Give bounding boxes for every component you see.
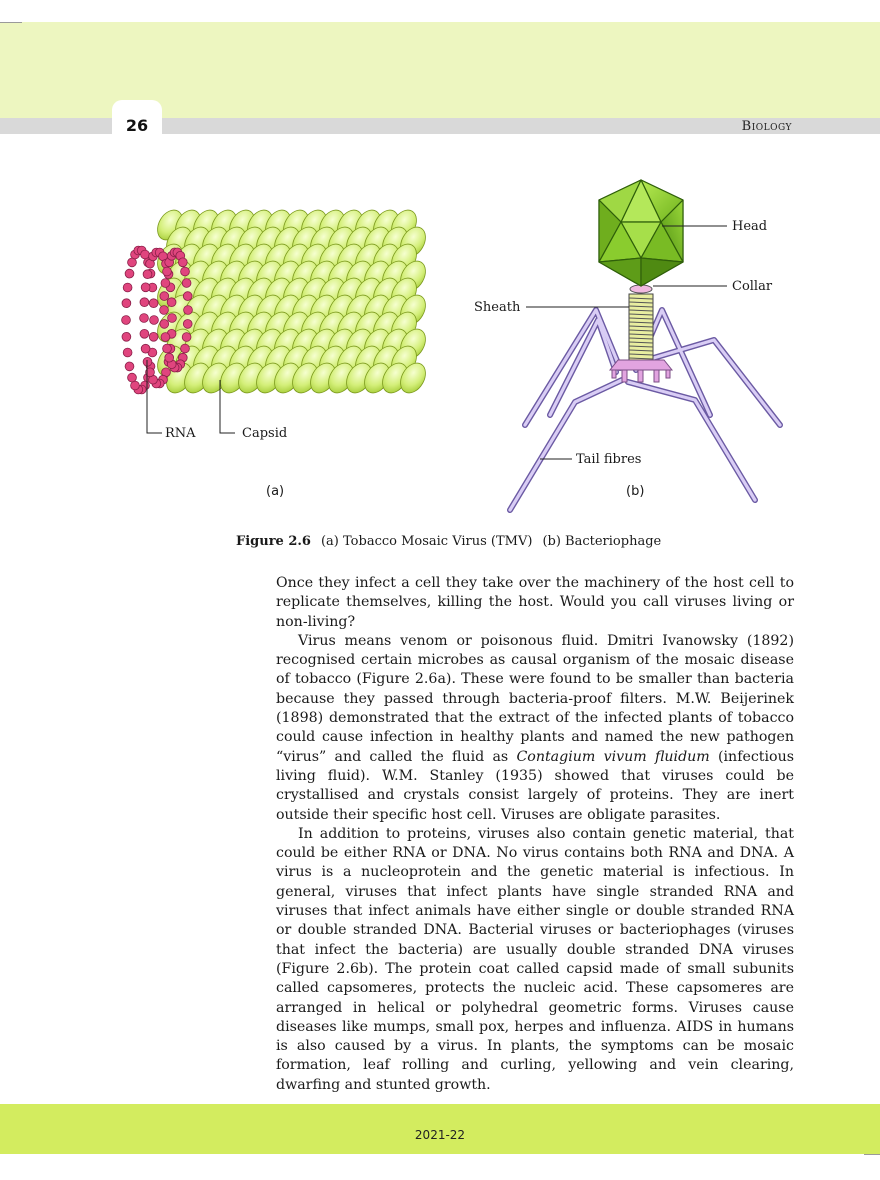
rna-bead xyxy=(128,373,137,382)
rna-bead xyxy=(165,353,174,362)
rna-bead xyxy=(125,269,134,278)
label-rna: RNA xyxy=(165,426,196,441)
rna-bead xyxy=(150,316,159,325)
crop-mark xyxy=(0,22,22,23)
tail-sheath xyxy=(629,294,653,364)
rna-bead xyxy=(161,279,170,288)
rna-bead xyxy=(181,267,190,276)
rna-bead xyxy=(141,344,150,353)
panel-b-tag: (b) xyxy=(626,484,645,499)
label-tail-fibres: Tail fibres xyxy=(576,452,642,467)
rna-bead xyxy=(163,344,172,353)
rna-bead xyxy=(178,258,187,267)
rna-bead xyxy=(122,316,131,325)
rna-bead xyxy=(122,332,131,341)
rna-bead xyxy=(141,250,150,259)
rna-bead xyxy=(149,299,158,308)
caption-a: (a) Tobacco Mosaic Virus (TMV) xyxy=(320,534,533,549)
paragraph-2-text-a: Virus means venom or poisonous fluid. Dmitri Ivanowsky (1892) recognised certain microbes as causal organism of the mosaic disease of tobacco (Figure 2.6a). These were found to be smaller than bacteria because they passed through bacteria-proof filters. M.W. Beijerinek (1898) demonstrated that the extract of the infected plants of tobacco could cause infection in healthy plants and named the new pathogen “virus” and called the fluid as xyxy=(276,632,794,765)
rna-bead xyxy=(168,314,177,323)
label-collar: Collar xyxy=(732,279,773,294)
rna-bead xyxy=(184,306,193,315)
paragraph-3: In addition to proteins, viruses also contain genetic material, that could be either RNA or DNA. No virus contains both RNA and DNA. A virus is a nucleoprotein and the genetic material is infectious. In general, viruses that infect plants have single stranded RNA and viruses that infect animals have either single or double stranded RNA or double stranded DNA. Bacterial viruses or bacteriophages (viruses that infect the bacteria) are usually double stranded DNA viruses (Figure 2.6b). The protein coat called capsid made of small subunits called capsomeres, protects the nucleic acid. These capsomeres are arranged in helical or polyhedral geometric forms. Viruses cause diseases like mumps, small pox, herpes and influenza. AIDS in humans is also caused by a virus. In plants, the symptoms can be mosaic formation, leaf rolling and curling, yellowing and vein clearing, dwarfing and stunted growth. xyxy=(276,825,794,1093)
rna-bead xyxy=(163,267,172,276)
tmv-illustration xyxy=(122,206,431,398)
rna-bead xyxy=(123,283,132,292)
paragraph-1: Once they infect a cell they take over the machinery of the host cell to replicate themselves, killing the host. Would you call viruses living or non-living? xyxy=(276,575,794,630)
paragraph-2-text-b: (infectious living fluid). W.M. Stanley (1935) showed that viruses could be crystallised and crystals consist largely of proteins. They are inert outside their specific host cell. Viruses are obligate parasites. xyxy=(276,748,794,823)
phage-head xyxy=(599,180,683,286)
figure-label: Figure 2.6 xyxy=(236,534,311,549)
rna-bead xyxy=(131,381,140,390)
rna-bead xyxy=(160,292,169,301)
rna-bead xyxy=(141,283,150,292)
rna-bead xyxy=(182,279,191,288)
label-head: Head xyxy=(732,219,768,234)
figure-caption xyxy=(236,534,661,549)
rna-bead xyxy=(149,332,158,341)
latin-term: Contagium vivum fluidum xyxy=(516,748,710,765)
rna-bead xyxy=(122,299,131,308)
rna-bead xyxy=(183,320,192,329)
rna-bead xyxy=(182,333,191,342)
rna-bead xyxy=(140,314,149,323)
rna-bead xyxy=(183,292,192,301)
rna-bead xyxy=(123,348,132,357)
rna-bead xyxy=(140,329,149,338)
tmv-capsid xyxy=(152,206,430,398)
rna-bead xyxy=(167,298,176,307)
label-sheath: Sheath xyxy=(474,300,521,315)
rna-bead xyxy=(160,306,169,315)
label-capsid: Capsid xyxy=(242,426,288,441)
body-text xyxy=(276,574,794,1095)
footer-year: 2021-22 xyxy=(414,1128,466,1142)
rna-bead xyxy=(161,333,170,342)
paragraph-2 xyxy=(276,632,794,825)
rna-bead xyxy=(125,362,134,371)
panel-a-tag: (a) xyxy=(266,484,285,499)
rna-bead xyxy=(143,270,152,279)
rna-bead xyxy=(128,258,137,267)
page-number: 26 xyxy=(125,116,149,135)
running-head: Biology xyxy=(741,119,792,134)
rna-bead xyxy=(140,298,149,307)
caption-b: (b) Bacteriophage xyxy=(542,534,662,549)
crop-mark-bottom xyxy=(864,1154,880,1155)
rna-bead xyxy=(160,320,169,329)
figure-2-6 xyxy=(110,170,810,520)
rna-bead xyxy=(181,344,190,353)
